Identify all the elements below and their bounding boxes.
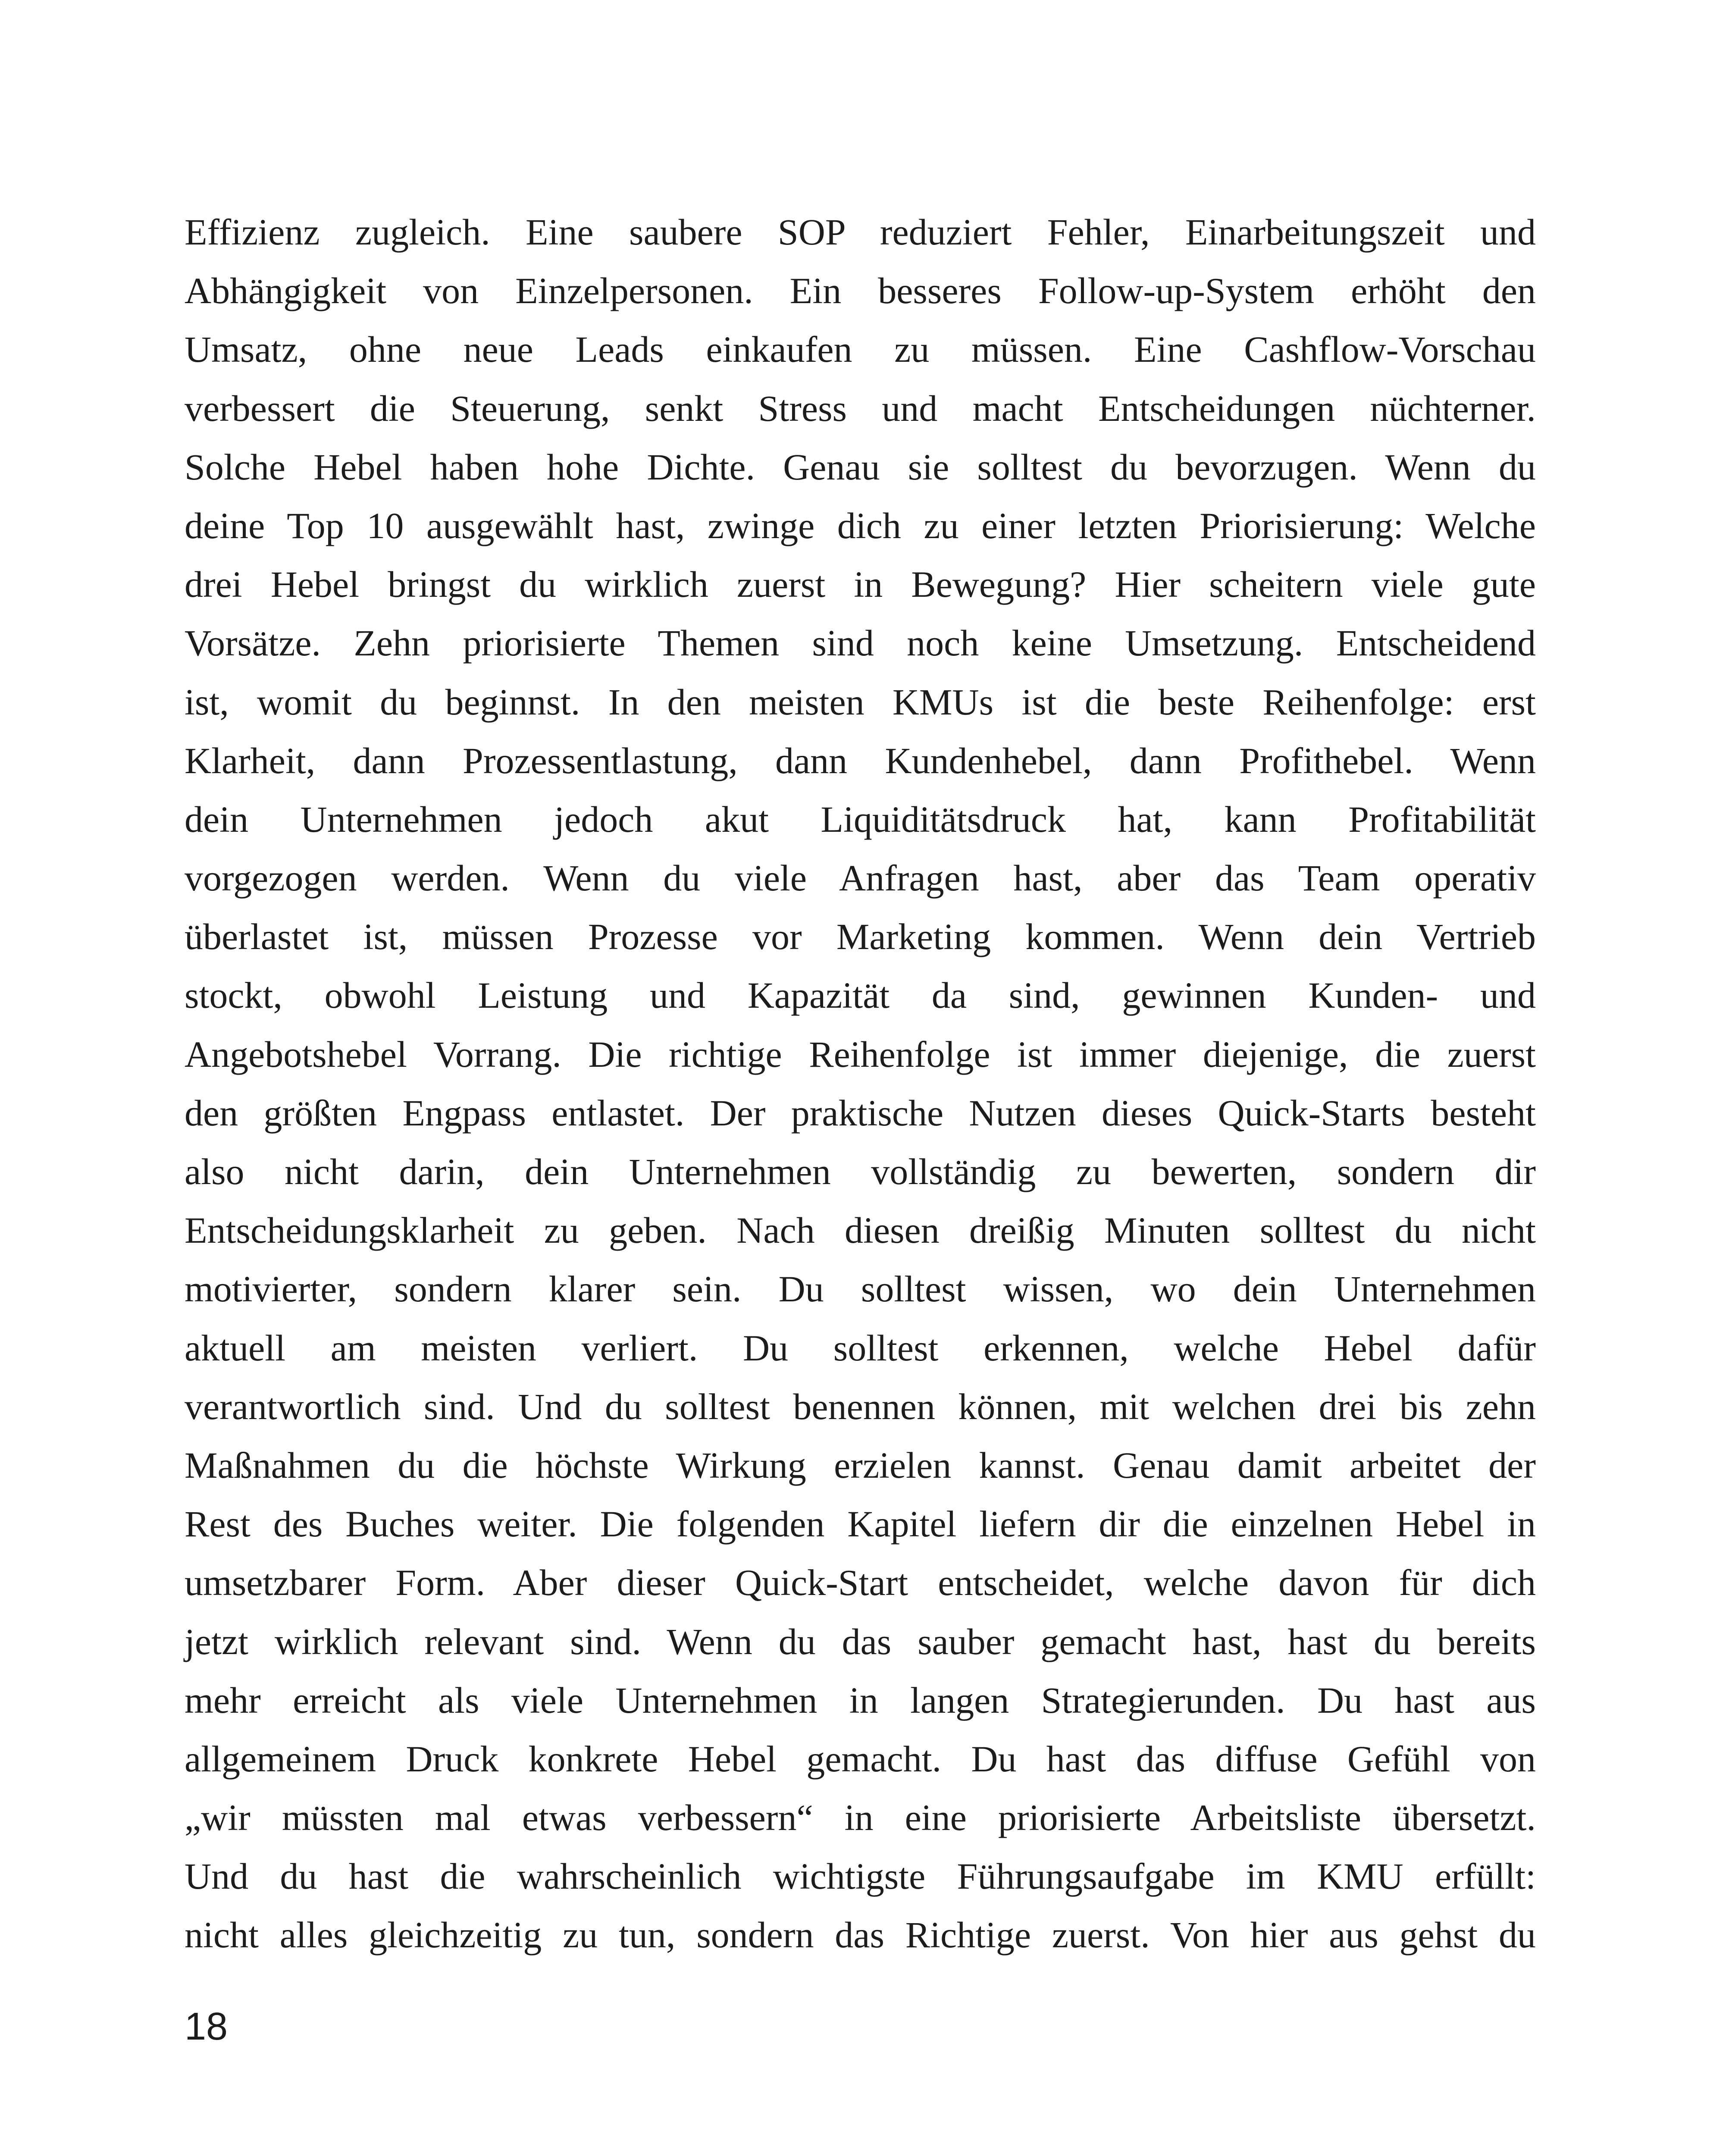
text-line: dein Unternehmen jedoch akut Liquiditätsdruck hat, kann Profitabilität [185, 798, 1536, 840]
text-line: stockt, obwohl Leistung und Kapazität da sind, gewinnen Kunden- und [185, 975, 1536, 1016]
text-line: den größten Engpass entlastet. Der praktische Nutzen dieses Quick-Starts besteht [185, 1092, 1536, 1134]
text-line: also nicht darin, dein Unternehmen vollständig zu bewerten, sondern dir [185, 1151, 1536, 1192]
body-paragraph [185, 203, 1536, 1965]
text-line: motivierter, sondern klarer sein. Du solltest wissen, wo dein Unternehmen [185, 1268, 1536, 1310]
text-line: deine Top 10 ausgewählt hast, zwinge dich zu einer letzten Priorisierung: Welche [185, 505, 1536, 546]
text-line: Entscheidungsklarheit zu geben. Nach diesen dreißig Minuten solltest du nicht [185, 1210, 1536, 1251]
text-line: Und du hast die wahrscheinlich wichtigste Führungsaufgabe im KMU erfüllt: [185, 1855, 1536, 1897]
text-line: Angebotshebel Vorrang. Die richtige Reihenfolge ist immer diejenige, die zuerst [185, 1033, 1536, 1075]
text-line: Umsatz, ohne neue Leads einkaufen zu müssen. Eine Cashflow-Vorschau [185, 329, 1536, 370]
text-line: drei Hebel bringst du wirklich zuerst in Bewegung? Hier scheitern viele gute [185, 564, 1536, 605]
text-line: umsetzbarer Form. Aber dieser Quick-Start entscheidet, welche davon für dich [185, 1562, 1536, 1604]
text-line: nicht alles gleichzeitig zu tun, sondern das Richtige zuerst. Von hier aus gehst du [185, 1914, 1536, 1956]
text-line: allgemeinem Druck konkrete Hebel gemacht. Du hast das diffuse Gefühl von [185, 1738, 1536, 1780]
text-line: „wir müssten mal etwas verbessern“ in eine priorisierte Arbeitsliste übersetzt. [185, 1797, 1536, 1839]
text-line: Klarheit, dann Prozessentlastung, dann Kundenhebel, dann Profithebel. Wenn [185, 740, 1536, 781]
text-line: mehr erreicht als viele Unternehmen in langen Strategierunden. Du hast aus [185, 1679, 1536, 1721]
text-line: Rest des Buches weiter. Die folgenden Kapitel liefern dir die einzelnen Hebel in [185, 1503, 1536, 1545]
text-line: jetzt wirklich relevant sind. Wenn du das sauber gemacht hast, hast du bereits [185, 1620, 1536, 1662]
text-line: verbessert die Steuerung, senkt Stress und macht Entscheidungen nüchterner. [185, 387, 1536, 429]
text-line: Vorsätze. Zehn priorisierte Themen sind noch keine Umsetzung. Entscheidend [185, 622, 1536, 664]
text-line: aktuell am meisten verliert. Du solltest erkennen, welche Hebel dafür [185, 1327, 1536, 1369]
text-line: Solche Hebel haben hohe Dichte. Genau sie solltest du bevorzugen. Wenn du [185, 446, 1536, 488]
text-line: überlastet ist, müssen Prozesse vor Marketing kommen. Wenn dein Vertrieb [185, 916, 1536, 958]
text-line: ist, womit du beginnst. In den meisten KMUs ist die beste Reihenfolge: erst [185, 681, 1536, 723]
text-line: vorgezogen werden. Wenn du viele Anfragen hast, aber das Team operativ [185, 857, 1536, 899]
text-line: Abhängigkeit von Einzelpersonen. Ein besseres Follow-up-System erhöht den [185, 270, 1536, 312]
text-line: Effizienz zugleich. Eine saubere SOP reduziert Fehler, Einarbeitungszeit und [185, 211, 1536, 253]
page-number: 18 [185, 2005, 228, 2048]
text-line: Maßnahmen du die höchste Wirkung erzielen kannst. Genau damit arbeitet der [185, 1444, 1536, 1486]
text-line: verantwortlich sind. Und du solltest benennen können, mit welchen drei bis zehn [185, 1385, 1536, 1427]
